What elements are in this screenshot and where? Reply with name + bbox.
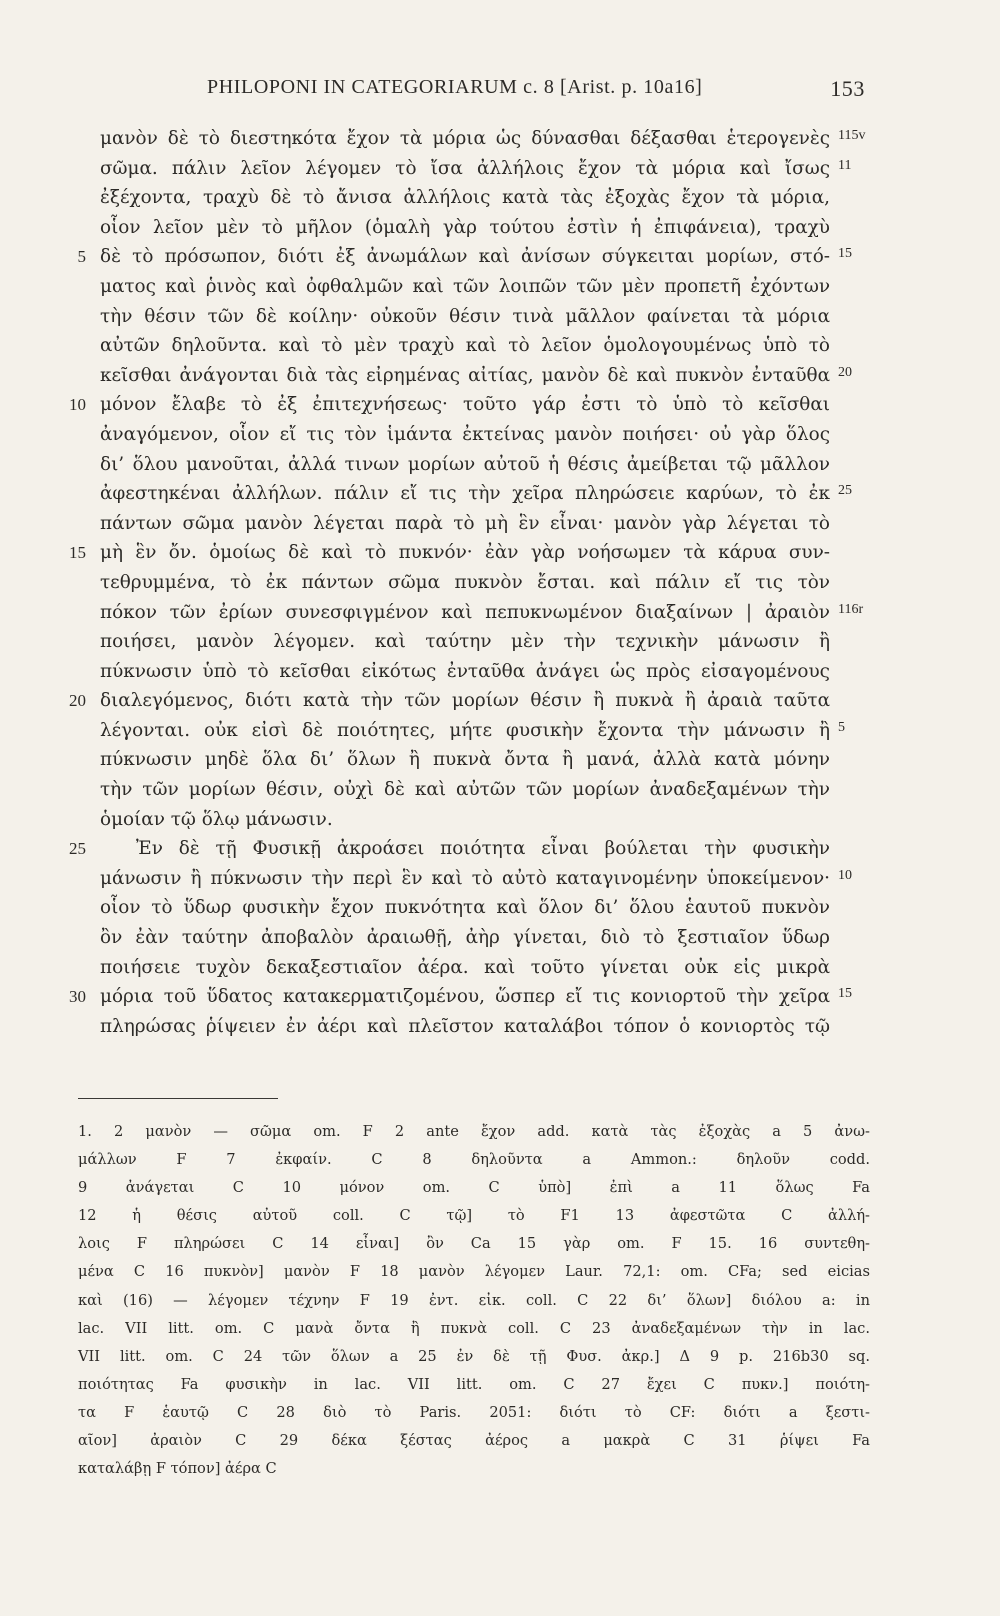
text-line-content: δι’ ὅλου μανοῦται, ἀλλά τινων μορίων αὐτοῦ ἡ θέσις ἀμείβεται τῷ μᾶλλον — [100, 453, 830, 475]
text-line-content: μόρια τοῦ ὕδατος κατακερματιζομένου, ὥσπερ εἴ τις κονιορτοῦ τὴν χεῖρα — [100, 986, 830, 1008]
text-line — [69, 538, 830, 568]
text-line-content: αὐτῶν δηλοῦντα. καὶ τὸ μὲν τραχὺ καὶ τὸ λεῖον ὁμολογουμένως ὑπὸ τὸ — [100, 335, 830, 357]
text-line-content: ποιήσειε τυχὸν δεκαξεστιαῖον ἀέρα. καὶ τοῦτο γίνεται οὐκ εἰς μικρὰ — [100, 956, 830, 978]
text-line-content: ὂν ἐὰν ταύτην ἀποβαλὸν ἀραιωθῇ, ἀὴρ γίνεται, διὸ τὸ ξεστιαῖον ὕδωρ — [100, 927, 830, 949]
apparatus-line-content: ποιότητας Fa φυσικὴν in lac. VII litt. om. C 27 ἔχει C πυκν.] ποιότη- — [78, 1375, 870, 1393]
line-number: 25 — [69, 839, 86, 859]
apparatus-line — [78, 1174, 870, 1202]
line-number: 10 — [69, 395, 86, 415]
apparatus-line-content: αῖον] ἀραιὸν C 29 δέκα ξέστας ἀέρος a μακρὰ C 31 ῥίψει Fa — [78, 1432, 870, 1450]
text-line — [69, 834, 830, 864]
text-line-content: πάντων σῶμα μανὸν λέγεται παρὰ τὸ μὴ ἓν εἶναι· μανὸν γὰρ λέγεται τὸ — [100, 512, 830, 534]
text-line — [100, 154, 852, 184]
text-line-content: πληρώσας ῥίψειεν ἐν ἀέρι καὶ πλεῖστον καταλάβοι τόπον ὁ κονιορτὸς τῷ — [100, 1015, 830, 1037]
text-line-content: λέγονται. οὐκ εἰσὶ δὲ ποιότητες, μήτε φυσικὴν ἔχοντα τὴν μάνωσιν ἢ — [100, 719, 830, 741]
apparatus-line — [78, 1343, 870, 1371]
margin-reference: 11 — [838, 157, 852, 173]
text-line — [100, 183, 830, 213]
text-line — [100, 450, 830, 480]
line-number: 20 — [69, 691, 86, 711]
text-line — [100, 124, 866, 154]
text-line-content: ποιήσει, μανὸν λέγομεν. καὶ ταύτην μὲν τὴν τεχνικὴν μάνωσιν ἢ — [100, 631, 830, 653]
text-line-content: τὴν θέσιν τῶν δὲ κοίλην· οὐκοῦν θέσιν τινὰ μᾶλλον φαίνεται τὰ μόρια — [100, 305, 830, 327]
apparatus-line — [78, 1202, 870, 1230]
text-line — [100, 213, 830, 243]
text-line — [100, 479, 852, 509]
apparatus-line-content: μένα C 16 πυκνὸν] μανὸν F 18 μανὸν λέγομεν Laur. 72,1: om. CFa; sed eicias — [78, 1263, 870, 1281]
apparatus-line-content: 12 ἡ θέσις αὐτοῦ coll. C τῷ] τὸ F1 13 ἀφεστῶτα C ἀλλή- — [78, 1207, 870, 1225]
text-line — [69, 982, 852, 1012]
text-line — [100, 805, 830, 835]
apparatus-line — [78, 1455, 870, 1483]
text-line-content: μανὸν δὲ τὸ διεστηκότα ἔχον τὰ μόρια ὡς δύνασθαι δέξασθαι ἑτερογενὲς — [100, 128, 830, 149]
text-line — [100, 331, 830, 361]
page-number: 153 — [830, 76, 865, 101]
apparatus-line-content: VII litt. om. C 24 τῶν ὅλων a 25 ἐν δὲ τῇ Φυσ. ἀκρ.] Δ 9 p. 216b30 sq. — [78, 1347, 870, 1365]
text-line-content: τεθρυμμένα, τὸ ἐκ πάντων σῶμα πυκνὸν ἔσται. καὶ πάλιν εἴ τις τὸν — [100, 571, 830, 593]
apparatus-line — [78, 1371, 870, 1399]
apparatus-line-content: 1. 2 μανὸν — σῶμα om. F 2 ante ἔχον add. κατὰ τὰς ἐξοχὰς a 5 ἀνω- — [78, 1123, 870, 1140]
text-line — [100, 302, 830, 332]
text-line-content: ἐξέχοντα, τραχὺ δὲ τὸ ἄνισα ἀλλήλοις κατὰ τὰς ἐξοχὰς ἔχον τὰ μόρια, — [100, 187, 830, 209]
apparatus-line — [78, 1118, 870, 1146]
text-line-content: τὴν τῶν μορίων θέσιν, οὐχὶ δὲ καὶ αὐτῶν τῶν μορίων ἀναδεξαμένων τὴν — [100, 779, 830, 801]
footnote-rule — [78, 1098, 278, 1099]
apparatus-line — [78, 1258, 870, 1286]
text-line-content: πύκνωσιν μηδὲ ὅλα δι’ ὅλων ἢ πυκνὰ ὄντα ἢ μανά, ἀλλὰ κατὰ μόνην — [100, 749, 830, 771]
text-line — [100, 953, 830, 983]
text-line-content: πύκνωσιν ὑπὸ τὸ κεῖσθαι εἰκότως ἐνταῦθα ἀνάγει ὡς πρὸς εἰσαγομένους — [100, 660, 830, 682]
text-line-content: οἷον λεῖον μὲν τὸ μῆλον (ὁμαλὴ γὰρ τούτου ἐστὶν ἡ ἐπιφάνεια), τραχὺ — [100, 216, 830, 238]
main-text — [69, 124, 866, 1041]
text-line — [100, 745, 830, 775]
text-line-content: ὁμοίαν τῷ ὅλῳ μάνωσιν. — [100, 808, 333, 830]
text-line-content: μὴ ἓν ὄν. ὁμοίως δὲ καὶ τὸ πυκνόν· ἐὰν γὰρ νοήσωμεν τὰ κάρυα συν- — [100, 542, 830, 564]
apparatus-line — [78, 1287, 870, 1315]
apparatus-line — [78, 1146, 870, 1174]
text-line — [100, 361, 852, 391]
line-number: 5 — [77, 247, 86, 267]
text-line-content: πόκον τῶν ἐρίων συνεσφιγμένον καὶ πεπυκνωμένον διαξαίνων | ἀραιὸν — [100, 601, 830, 623]
text-line-content: δὲ τὸ πρόσωπον, διότι ἐξ ἀνωμάλων καὶ ἀνίσων σύγκειται μορίων, στό- — [100, 246, 830, 268]
text-line-content: ἀναγόμενον, οἷον εἴ τις τὸν ἱμάντα ἐκτείνας μανὸν ποιήσει· οὐ γὰρ ὅλος — [100, 423, 830, 445]
text-line-content: ματος καὶ ῥινὸς καὶ ὀφθαλμῶν καὶ τῶν λοιπῶν τῶν μὲν προπετῆ ἐχόντων — [100, 275, 830, 297]
text-line — [100, 420, 830, 450]
margin-reference: 5 — [838, 719, 845, 735]
critical-apparatus — [78, 1118, 870, 1483]
margin-reference: 116r — [838, 601, 864, 617]
text-line — [100, 775, 830, 805]
apparatus-line-content: lac. VII litt. om. C μανὰ ὄντα ἢ πυκνὰ coll. C 23 ἀναδεξαμένων τὴν in lac. — [78, 1319, 870, 1337]
text-line — [100, 893, 830, 923]
apparatus-line-content: μάλλων F 7 ἐκφαίν. C 8 δηλοῦντα a Ammon.: δηλοῦν codd. — [78, 1151, 870, 1169]
text-line — [69, 686, 830, 716]
text-line — [100, 923, 830, 953]
apparatus-line-content: 9 ἀνάγεται C 10 μόνον om. C ὑπὸ] ἐπὶ a 11 ὅλως Fa — [78, 1179, 870, 1197]
text-line-content: οἷον τὸ ὕδωρ φυσικὴν ἔχον πυκνότητα καὶ ὅλον δι’ ὅλου ἑαυτοῦ πυκνὸν — [100, 897, 830, 919]
text-line — [100, 716, 845, 746]
apparatus-line — [78, 1230, 870, 1258]
line-number: 15 — [69, 543, 86, 563]
margin-reference: 10 — [838, 867, 852, 883]
apparatus-line-content: καὶ (16) — λέγομεν τέχνην F 19 ἐντ. εἰκ. coll. C 22 δι’ ὅλων] διόλου a: in — [78, 1291, 870, 1309]
text-line — [100, 509, 830, 539]
text-line — [100, 568, 830, 598]
margin-reference: 115v — [838, 128, 866, 143]
line-number: 30 — [69, 987, 86, 1007]
text-line-content: μόνον ἔλαβε τὸ ἐξ ἐπιτεχνήσεως· τοῦτο γάρ ἐστι τὸ ὑπὸ τὸ κεῖσθαι — [100, 394, 830, 416]
apparatus-line — [78, 1427, 870, 1455]
text-line — [69, 390, 830, 420]
running-head-title: PHILOPONI IN CATEGORIARUM c. 8 [Arist. p. 10a16] — [207, 76, 703, 98]
apparatus-line-content: τα F ἑαυτῷ C 28 διὸ τὸ Paris. 2051: διότι τὸ CF: διότι a ξεστι- — [78, 1403, 870, 1421]
text-line-content: μάνωσιν ἢ πύκνωσιν τὴν περὶ ἓν καὶ τὸ αὐτὸ καταγινομένην ὑποκείμενον· — [100, 867, 830, 889]
margin-reference: 25 — [838, 483, 852, 499]
text-line — [100, 1012, 830, 1042]
apparatus-line — [78, 1399, 870, 1427]
text-line-content: σῶμα. πάλιν λεῖον λέγομεν τὸ ἴσα ἀλλήλοις ἔχον τὰ μόρια καὶ ἴσως — [100, 157, 830, 179]
margin-reference: 20 — [838, 364, 852, 380]
text-line-content: Ἐν δὲ τῇ Φυσικῇ ἀκροάσει ποιότητα εἶναι βούλεται τὴν φυσικὴν — [136, 838, 830, 860]
margin-reference: 15 — [838, 246, 852, 262]
text-line — [100, 627, 830, 657]
text-line-content: διαλεγόμενος, διότι κατὰ τὴν τῶν μορίων θέσιν ἢ πυκνὰ ἢ ἀραιὰ ταῦτα — [100, 690, 830, 712]
text-line — [100, 598, 864, 628]
text-line — [100, 272, 830, 302]
text-line-content: ἀφεστηκέναι ἀλλήλων. πάλιν εἴ τις τὴν χεῖρα πληρώσειε καρύων, τὸ ἐκ — [100, 483, 830, 505]
text-line — [100, 864, 852, 894]
apparatus-line-content: λοις F πληρώσει C 14 εἶναι] ὂν Ca 15 γὰρ om. F 15. 16 συντεθη- — [78, 1235, 870, 1253]
text-line-content: κεῖσθαι ἀνάγονται διὰ τὰς εἰρημένας αἰτίας, μανὸν δὲ καὶ πυκνὸν ἐνταῦθα — [100, 364, 830, 386]
running-head — [95, 76, 865, 106]
text-line — [77, 242, 852, 272]
text-line — [100, 657, 830, 687]
apparatus-line-content: καταλάβῃ F τόπον] ἀέρα C — [78, 1460, 277, 1478]
apparatus-line — [78, 1315, 870, 1343]
margin-reference: 15 — [838, 986, 852, 1002]
